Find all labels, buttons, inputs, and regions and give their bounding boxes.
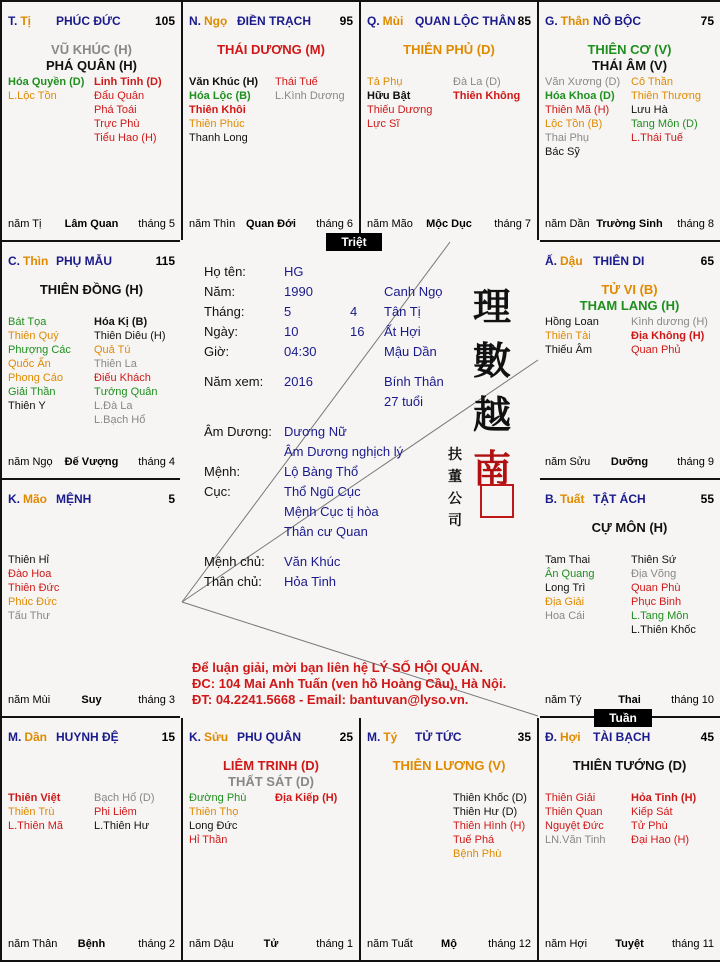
year-value: 1990: [284, 284, 313, 299]
palace-month: tháng 7: [494, 218, 531, 230]
seal-calligraphy: [470, 280, 514, 496]
minor-star: Hóa Khoa (D): [545, 90, 615, 102]
palace-stem: M.: [8, 730, 22, 744]
right-stars: [631, 553, 696, 637]
minor-star: Tướng Quân: [94, 386, 158, 398]
minor-star: Thiên Sứ: [631, 554, 677, 566]
day-label: Ngày:: [204, 324, 238, 339]
palace-life-stage: Trường Sinh: [596, 218, 663, 230]
main-star: THÁI DƯƠNG (M): [217, 42, 325, 57]
palace-dan: [0, 716, 183, 962]
palace-life-stage: Bệnh: [77, 938, 106, 950]
palace-thin: [0, 240, 183, 480]
body-palace-note: Thân cư Quan: [284, 524, 368, 539]
right-stars: [631, 75, 701, 145]
seal-char-3: 越: [472, 392, 511, 437]
minor-star: Thiên Y: [8, 400, 46, 412]
day-lunar: 16: [350, 324, 365, 339]
palace-header: [189, 14, 355, 28]
palace-ngo: [181, 0, 361, 242]
minor-star: Quan Phủ: [631, 344, 681, 356]
minor-star: Lực Sĩ: [367, 118, 400, 130]
palace-branch: Ngọ: [204, 14, 228, 28]
minor-star: Hoa Cái: [545, 610, 585, 622]
left-stars: [8, 75, 84, 103]
minor-star: Đẩu Quân: [94, 90, 145, 102]
seal-small-2: 董: [448, 469, 462, 485]
palace-dau: [537, 240, 720, 480]
left-stars: [8, 791, 63, 833]
palace-than: [537, 0, 720, 242]
seal-small-1: 扶: [448, 447, 462, 463]
palace-year: năm Mùi: [8, 694, 51, 706]
minor-star: Hỉ Thần: [189, 834, 228, 846]
minor-star: L.Lộc Tồn: [8, 90, 57, 102]
palace-header: [367, 14, 533, 28]
view-year-value: 2016: [284, 374, 313, 389]
minor-star: Địa Không (H): [631, 330, 705, 342]
palace-year: năm Thân: [8, 938, 58, 950]
triet-marker: Triệt: [326, 233, 382, 251]
minor-star: Phúc Đức: [8, 596, 57, 608]
palace-name: THIÊN DI: [593, 254, 645, 268]
minor-star: Hóa Quyền (D): [8, 76, 85, 88]
palace-ty: [359, 716, 539, 962]
palace-life-stage: Thai: [618, 694, 641, 706]
palace-life-stage: Dưỡng: [610, 456, 649, 468]
palace-year: năm Tuất: [367, 938, 413, 950]
right-stars: [453, 75, 520, 103]
palace-age: 35: [517, 730, 531, 744]
palace-header: [367, 730, 533, 744]
palace-branch: Tuất: [560, 492, 585, 506]
seal-char-1: 理: [472, 284, 511, 329]
palace-year: năm Dần: [545, 218, 590, 230]
view-year-canchi: Bính Thân: [384, 374, 444, 389]
minor-star: Ân Quang: [545, 568, 595, 580]
minor-star: Văn Xương (D): [545, 76, 621, 88]
minor-star: Tả Phụ: [367, 76, 403, 88]
palace-name: QUAN LỘC THÂN: [415, 14, 516, 28]
name-value: HG: [284, 264, 304, 279]
day-canchi: Ất Hợi: [384, 324, 421, 339]
hour-value: 04:30: [284, 344, 317, 359]
day-value: 10: [284, 324, 299, 339]
palace-stem: B.: [545, 492, 557, 506]
palace-name: PHỤ MẪU: [56, 254, 112, 268]
main-star: VŨ KHÚC (H): [51, 42, 132, 57]
minor-star: Tang Môn (D): [631, 118, 698, 130]
minor-star: Quan Phù: [631, 582, 681, 594]
left-stars: [545, 553, 595, 623]
red-stamp: [480, 484, 514, 518]
minor-star: Bát Tọa: [8, 316, 47, 328]
main-star: PHÁ QUÂN (H): [46, 58, 137, 73]
palace-stem: Q.: [367, 14, 380, 28]
seal-small-4: 司: [448, 513, 462, 529]
minor-star: Tam Thai: [545, 554, 591, 566]
palace-age: 95: [339, 14, 353, 28]
palace-year: năm Sửu: [545, 456, 591, 468]
palace-footer: [8, 694, 175, 708]
palace-age: 15: [161, 730, 175, 744]
yinyang-value: Dương Nữ: [284, 424, 347, 439]
palace-stem: G.: [545, 14, 558, 28]
palace-branch: Thìn: [23, 254, 49, 268]
palace-name: TỬ TỨC: [415, 730, 462, 744]
minor-star: Thiên Quan: [545, 806, 603, 818]
month-canchi: Tân Tị: [384, 304, 421, 319]
palace-ti: [0, 0, 183, 242]
minor-star: Tiểu Hao (H): [94, 132, 157, 144]
palace-age: 5: [168, 492, 175, 506]
minor-star: Phong Cáo: [8, 372, 64, 384]
left-stars: [189, 791, 246, 847]
minor-star: Địa Giải: [545, 596, 585, 608]
minor-star: Thiếu Dương: [367, 104, 433, 116]
minor-star: Phục Binh: [631, 596, 682, 608]
palace-month: tháng 10: [671, 694, 714, 706]
palace-header: [8, 14, 177, 28]
contact-address: ĐC: 104 Mai Anh Tuấn (ven hồ Hoàng Cầu), Hà Nội.: [192, 676, 507, 691]
main-star: THIÊN TƯỚNG (D): [572, 758, 687, 773]
minor-star: Trực Phù: [94, 118, 140, 130]
seal-char-4: 南: [472, 446, 511, 491]
minor-star: Bác Sỹ: [545, 146, 580, 158]
palace-month: tháng 11: [671, 938, 714, 950]
destiny-value: Lộ Bàng Thổ: [284, 464, 359, 479]
minor-star: Thiên Không: [453, 90, 521, 102]
view-year-label: Năm xem:: [204, 374, 264, 389]
palace-month: tháng 2: [138, 938, 175, 950]
minor-star: Điếu Khách: [94, 372, 151, 384]
main-star: LIÊM TRINH (D): [222, 758, 320, 773]
palace-hoi: [537, 716, 720, 962]
palace-mao: [0, 478, 183, 718]
palace-month: tháng 4: [138, 456, 175, 468]
minor-star: Thiên La: [94, 358, 137, 370]
palace-header: [8, 730, 177, 744]
palace-life-stage: Quan Đới: [246, 218, 296, 230]
palace-age: 85: [517, 14, 531, 28]
palace-tuat: [537, 478, 720, 718]
palace-footer: [8, 938, 175, 952]
minor-star: Hồng Loan: [545, 316, 599, 328]
contact-line-1: Để luận giải, mời bạn liên hệ LÝ SỐ HỘI QUÁN.: [192, 660, 483, 675]
minor-star: Thai Phụ: [545, 132, 590, 144]
palace-footer: [8, 218, 175, 232]
minor-star: L.Thiên Hư: [94, 820, 150, 832]
minor-star: Thiên Đức: [8, 582, 60, 594]
palace-month: tháng 1: [316, 938, 353, 950]
left-stars: [189, 75, 258, 145]
minor-star: Hữu Bật: [367, 90, 411, 102]
minor-star: Quả Tú: [94, 344, 131, 356]
minor-star: Thiên Khôi: [189, 104, 246, 116]
palace-month: tháng 12: [488, 938, 531, 950]
palace-age: 55: [700, 492, 714, 506]
minor-star: Hóa Lộc (B): [189, 90, 251, 102]
left-stars: [8, 553, 59, 623]
minor-star: Đà La (D): [453, 76, 501, 88]
palace-month: tháng 5: [138, 218, 175, 230]
palace-header: [8, 492, 177, 506]
minor-star: Hỏa Tinh (H): [631, 792, 697, 804]
minor-star: Quốc Ấn: [8, 358, 51, 370]
minor-star: Thiên Tài: [545, 330, 591, 342]
minor-star: Long Trì: [545, 582, 586, 594]
name-label: Họ tên:: [204, 264, 246, 279]
palace-name: ĐIỀN TRẠCH: [237, 14, 311, 28]
minor-star: Bệnh Phù: [453, 848, 502, 860]
palace-header: [545, 14, 716, 28]
palace-age: 25: [339, 730, 353, 744]
palace-footer: [189, 218, 353, 232]
tuan-marker: Tuần: [594, 709, 652, 727]
palace-stem: Đ.: [545, 730, 557, 744]
palace-name: PHU QUÂN: [237, 730, 302, 744]
palace-month: tháng 8: [677, 218, 714, 230]
minor-star: Phượng Các: [8, 344, 71, 356]
hour-canchi: Mậu Dần: [384, 344, 437, 359]
minor-star: Đào Hoa: [8, 568, 52, 580]
main-star: CỰ MÔN (H): [591, 520, 668, 535]
palace-branch: Tị: [20, 14, 32, 28]
palace-branch: Sửu: [204, 730, 229, 744]
main-star: THÁI ÂM (V): [591, 58, 668, 73]
month-label: Tháng:: [204, 304, 245, 319]
right-stars: [631, 791, 696, 847]
minor-star: Thiên Khốc (D): [453, 792, 527, 804]
palace-footer: [189, 938, 353, 952]
minor-star: Bạch Hổ (D): [94, 792, 155, 804]
palace-header: [545, 492, 716, 506]
palace-life-stage: Tử: [263, 938, 279, 950]
element-relation: Mệnh Cục tị hòa: [284, 504, 379, 519]
palace-year: năm Ngọ: [8, 456, 53, 468]
element-value: Thổ Ngũ Cục: [284, 484, 361, 499]
year-canchi: Canh Ngọ: [384, 284, 443, 299]
palace-life-stage: Mộ: [441, 938, 457, 950]
palace-stem: N.: [189, 14, 201, 28]
minor-star: Thanh Long: [189, 132, 248, 144]
palace-life-stage: Mộc Dục: [426, 218, 472, 230]
palace-life-stage: Tuyệt: [615, 938, 644, 950]
palace-branch: Mùi: [382, 14, 404, 28]
element-label: Cục:: [204, 484, 231, 499]
palace-month: tháng 9: [677, 456, 714, 468]
hour-label: Giờ:: [204, 344, 230, 359]
palace-name: TẬT ÁCH: [593, 492, 646, 506]
minor-star: Kình dương (H): [631, 316, 708, 328]
minor-star: Linh Tinh (D): [94, 76, 162, 88]
palace-header: [189, 730, 355, 744]
palace-footer: [367, 218, 531, 232]
minor-star: Tuế Phá: [453, 834, 495, 846]
palace-name: PHÚC ĐỨC: [56, 14, 121, 28]
palace-year: năm Tị: [8, 218, 42, 230]
palace-month: tháng 6: [316, 218, 353, 230]
minor-star: Thiên Hư (D): [453, 806, 518, 818]
right-stars: [631, 315, 708, 357]
palace-stem: M.: [367, 730, 381, 744]
minor-star: Thiếu Âm: [545, 344, 593, 356]
age-value: 27 tuổi: [384, 394, 424, 409]
minor-star: Thiên Hình (H): [453, 820, 526, 832]
minor-star: Thiên Trù: [8, 806, 55, 818]
left-stars: [545, 315, 599, 357]
minor-star: Thái Tuế: [275, 76, 318, 88]
palace-name: TÀI BẠCH: [593, 730, 651, 744]
palace-stem: T.: [8, 14, 18, 28]
palace-year: năm Dậu: [189, 938, 234, 950]
palace-branch: Tý: [383, 730, 398, 744]
palace-stem: C.: [8, 254, 20, 268]
minor-star: Thiên Thọ: [189, 806, 239, 818]
palace-branch: Thân: [560, 14, 590, 28]
yinyang-label: Âm Dương:: [204, 424, 272, 439]
minor-star: Địa Võng: [631, 568, 677, 580]
contact-phone-email: ĐT: 04.2241.5668 - Email: bantuvan@lyso.vn.: [192, 692, 469, 707]
main-star: THIÊN LƯƠNG (V): [392, 758, 506, 773]
minor-star: Thiên Hỉ: [8, 554, 49, 566]
palace-header: [545, 730, 716, 744]
palace-footer: [545, 218, 714, 232]
chart-center-panel: [180, 240, 540, 718]
minor-star: Long Đức: [189, 820, 238, 832]
minor-star: L.Thiên Khốc: [631, 624, 696, 636]
seal-small-text: [446, 444, 464, 532]
left-stars: [545, 791, 606, 847]
yinyang-note: Âm Dương nghịch lý: [284, 444, 404, 459]
palace-life-stage: Đế Vượng: [64, 456, 119, 468]
left-stars: [367, 75, 432, 131]
destiny-label: Mệnh:: [204, 464, 241, 479]
body-lord-label: Thân chủ:: [204, 574, 262, 589]
minor-star: Nguyệt Đức: [545, 820, 604, 832]
right-stars: [453, 791, 527, 861]
minor-star: LN.Văn Tinh: [545, 834, 606, 846]
palace-footer: [545, 694, 714, 708]
palace-branch: Dậu: [560, 254, 583, 268]
palace-name: HUYNH ĐỆ: [56, 730, 119, 744]
palace-name: NÔ BỘC: [593, 14, 641, 28]
minor-star: Thiên Giải: [545, 792, 596, 804]
main-star: THIÊN CƠ (V): [587, 42, 672, 57]
palace-life-stage: Lâm Quan: [64, 218, 119, 230]
main-star: THIÊN ĐỒNG (H): [39, 282, 144, 297]
minor-star: L.Đà La: [94, 400, 133, 412]
minor-star: L.Kình Dương: [275, 90, 345, 102]
minor-star: Phi Liêm: [94, 806, 137, 818]
minor-star: L.Thái Tuế: [631, 132, 683, 144]
right-stars: [275, 791, 337, 805]
year-label: Năm:: [204, 284, 236, 299]
month-value: 5: [284, 304, 292, 319]
main-star: THẤT SÁT (D): [228, 774, 314, 789]
palace-header: [8, 254, 177, 268]
minor-star: Phá Toái: [94, 104, 137, 116]
destiny-lord-label: Mệnh chủ:: [204, 554, 265, 569]
minor-star: Lộc Tồn (B): [545, 118, 603, 130]
palace-age: 105: [154, 14, 175, 28]
left-stars: [545, 75, 620, 159]
seal-small-3: 公: [448, 491, 462, 507]
palace-age: 45: [700, 730, 714, 744]
minor-star: Thiên Phúc: [189, 118, 245, 130]
minor-star: Tử Phù: [631, 820, 668, 832]
palace-name: MỆNH: [56, 492, 92, 506]
minor-star: Tấu Thư: [8, 610, 51, 622]
palace-age: 115: [155, 254, 175, 268]
main-star: THAM LANG (H): [579, 298, 680, 313]
destiny-lord-value: Văn Khúc: [284, 554, 341, 569]
minor-star: Kiếp Sát: [631, 806, 673, 818]
right-stars: [94, 791, 155, 833]
palace-life-stage: Suy: [81, 694, 102, 706]
month-lunar: 4: [350, 304, 358, 319]
palace-month: tháng 3: [138, 694, 175, 706]
right-stars: [275, 75, 345, 103]
minor-star: Cô Thần: [631, 76, 673, 88]
main-star: THIÊN PHỦ (D): [403, 42, 495, 57]
palace-branch: Dần: [24, 730, 48, 744]
minor-star: Giải Thần: [8, 386, 56, 398]
seal-char-2: 數: [472, 338, 511, 383]
palace-age: 65: [700, 254, 714, 268]
minor-star: Hóa Kị (B): [94, 316, 148, 328]
palace-stem: K.: [8, 492, 20, 506]
palace-footer: [367, 938, 531, 952]
body-lord-value: Hỏa Tinh: [284, 574, 337, 589]
palace-year: năm Thìn: [189, 218, 236, 230]
main-star: TỬ VI (B): [601, 282, 658, 297]
palace-stem: Ấ.: [545, 254, 557, 268]
minor-star: Thiên Mã (H): [545, 104, 610, 116]
minor-star: Thiên Quý: [8, 330, 59, 342]
palace-branch: Hợi: [560, 730, 581, 744]
palace-year: năm Mão: [367, 218, 413, 230]
minor-star: Đại Hao (H): [631, 834, 690, 846]
right-stars: [94, 75, 162, 145]
palace-header: [545, 254, 716, 268]
minor-star: L.Thiên Mã: [8, 820, 64, 832]
palace-year: năm Hợi: [545, 938, 588, 950]
palace-footer: [545, 456, 714, 470]
palace-branch: Mão: [23, 492, 47, 506]
minor-star: L.Bạch Hổ: [94, 414, 146, 426]
palace-footer: [545, 938, 714, 952]
minor-star: Văn Khúc (H): [189, 76, 259, 88]
palace-age: 75: [700, 14, 714, 28]
left-stars: [8, 315, 71, 413]
palace-suu: [181, 716, 361, 962]
minor-star: Thiên Thương: [631, 90, 702, 102]
minor-star: Lưu Hà: [631, 104, 668, 116]
minor-star: Thiên Diêu (H): [94, 330, 166, 342]
palace-year: năm Tý: [545, 694, 582, 706]
palace-mui: [359, 0, 539, 242]
palace-stem: K.: [189, 730, 201, 744]
minor-star: L.Tang Môn: [631, 610, 689, 622]
minor-star: Thiên Việt: [8, 792, 61, 804]
minor-star: Địa Kiếp (H): [275, 792, 338, 804]
palace-footer: [8, 456, 175, 470]
minor-star: Đường Phù: [189, 792, 247, 804]
right-stars: [94, 315, 166, 427]
